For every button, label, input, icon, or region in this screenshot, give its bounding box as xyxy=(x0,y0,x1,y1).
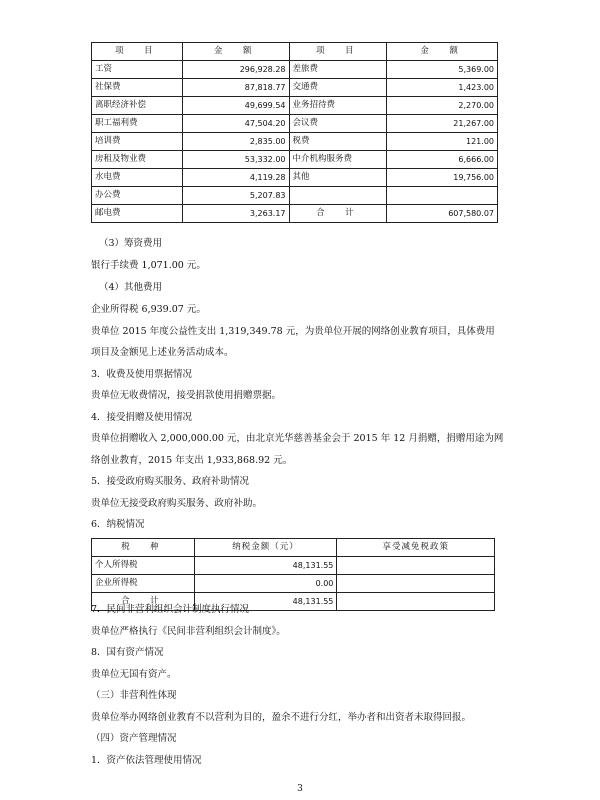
header-tax-amount: 纳税金额（元） xyxy=(194,539,337,557)
cell-item: 差旅费 xyxy=(289,61,387,79)
paragraph: 贵单位无国有资产。 xyxy=(91,669,177,680)
page-number: 3 xyxy=(297,784,303,794)
paragraph: 5．接受政府购买服务、政府补助情况 xyxy=(91,476,250,487)
cell-item xyxy=(289,187,387,205)
cell-amount: 296,928.28 xyxy=(182,61,289,79)
cell-tax-policy xyxy=(337,557,495,575)
cell-amount: 6,666.00 xyxy=(387,151,498,169)
paragraph: 贵单位捐赠收入 2,000,000.00 元，由北京光华慈善基金会于 2015 年 12 月捐赠，捐赠用途为网 xyxy=(91,433,504,444)
paragraph: 贵单位 2015 年度公益性支出 1,319,349.78 元，为贵单位开展的网络创业教育项目，具体费用 xyxy=(91,326,495,337)
cell-item: 办公费 xyxy=(92,187,183,205)
table-row xyxy=(92,187,498,205)
cell-amount: 5,207.83 xyxy=(182,187,289,205)
paragraph: （三）非营利性体现 xyxy=(91,690,177,701)
paragraph: 贵单位举办网络创业教育不以营利为目的，盈余不进行分红，举办者和出资者未取得回报。 xyxy=(91,712,472,723)
paragraph: 3．收费及使用票据情况 xyxy=(91,369,193,380)
paragraph: 4．接受捐赠及使用情况 xyxy=(91,412,193,423)
header-item-1: 项 目 xyxy=(92,43,183,61)
header-amount-1: 金 额 xyxy=(182,43,289,61)
cell-item: 社保费 xyxy=(92,79,183,97)
cell-tax-type: 个人所得税 xyxy=(92,557,195,575)
cell-item: 交通费 xyxy=(289,79,387,97)
cell-item: 邮电费 xyxy=(92,205,183,223)
cell-tax-amount: 0.00 xyxy=(194,575,337,593)
paragraph: 8．国有资产情况 xyxy=(91,647,164,658)
paragraph: 络创业教育，2015 年支出 1,933,868.92 元。 xyxy=(91,455,293,466)
table-row xyxy=(92,79,498,97)
paragraph: 贵单位无接受政府购买服务、政府补助。 xyxy=(91,498,263,509)
tax-table xyxy=(91,538,495,611)
table-row xyxy=(92,97,498,115)
cell-item: 职工福利费 xyxy=(92,115,183,133)
cell-tax-policy xyxy=(337,593,495,611)
cell-total-amount: 607,580.07 xyxy=(387,205,498,223)
paragraph: 1．资产依法管理使用情况 xyxy=(91,755,202,766)
expense-table xyxy=(91,42,498,223)
cell-amount: 47,504.20 xyxy=(182,115,289,133)
cell-tax-amount: 48,131.55 xyxy=(194,557,337,575)
paragraph: 6．纳税情况 xyxy=(91,519,145,530)
table-row xyxy=(92,133,498,151)
cell-item: 水电费 xyxy=(92,169,183,187)
cell-tax-total-amount: 48,131.55 xyxy=(194,593,337,611)
cell-item: 培训费 xyxy=(92,133,183,151)
cell-amount: 121.00 xyxy=(387,133,498,151)
cell-amount: 1,423.00 xyxy=(387,79,498,97)
cell-item: 中介机构服务费 xyxy=(289,151,387,169)
cell-tax-type: 企业所得税 xyxy=(92,575,195,593)
cell-amount: 53,332.00 xyxy=(182,151,289,169)
table-row xyxy=(92,557,495,575)
table-row xyxy=(92,205,498,223)
paragraph: 银行手续费 1,071.00 元。 xyxy=(91,260,206,271)
paragraph: 贵单位严格执行《民间非营利组织会计制度》。 xyxy=(91,626,286,637)
cell-tax-policy xyxy=(337,575,495,593)
cell-amount: 2,270.00 xyxy=(387,97,498,115)
paragraph: （4）其他费用 xyxy=(99,282,163,293)
header-item-2: 项 目 xyxy=(289,43,387,61)
cell-amount: 5,369.00 xyxy=(387,61,498,79)
cell-item: 其他 xyxy=(289,169,387,187)
paragraph: 贵单位无收费情况，接受捐款使用捐赠票据。 xyxy=(91,390,282,401)
table-row xyxy=(92,151,498,169)
cell-amount: 21,267.00 xyxy=(387,115,498,133)
cell-tax-total-label: 合 计 xyxy=(92,593,195,611)
cell-item: 业务招待费 xyxy=(289,97,387,115)
cell-amount: 3,263.17 xyxy=(182,205,289,223)
cell-amount: 49,699.54 xyxy=(182,97,289,115)
header-amount-2: 金 额 xyxy=(387,43,498,61)
table-header-row xyxy=(92,539,495,557)
paragraph: 7．民间非营利组织会计制度执行情况 xyxy=(91,604,250,615)
table-row xyxy=(92,61,498,79)
table-header-row xyxy=(92,43,498,61)
header-tax-type: 税 种 xyxy=(92,539,195,557)
cell-item: 离职经济补偿 xyxy=(92,97,183,115)
paragraph: 企业所得税 6,939.07 元。 xyxy=(91,304,206,315)
cell-amount: 19,756.00 xyxy=(387,169,498,187)
cell-item: 工资 xyxy=(92,61,183,79)
cell-total-label: 合 计 xyxy=(289,205,387,223)
cell-item: 税费 xyxy=(289,133,387,151)
table-row xyxy=(92,575,495,593)
table-row xyxy=(92,115,498,133)
cell-item: 房租及物业费 xyxy=(92,151,183,169)
header-tax-policy: 享受减免税政策 xyxy=(337,539,495,557)
cell-amount: 4,119.28 xyxy=(182,169,289,187)
paragraph: 项目及金额见上述业务活动成本。 xyxy=(91,347,234,358)
table-row xyxy=(92,169,498,187)
paragraph: （3）筹资费用 xyxy=(99,238,163,249)
paragraph: （四）资产管理情况 xyxy=(91,733,177,744)
cell-amount xyxy=(387,187,498,205)
cell-amount: 87,818.77 xyxy=(182,79,289,97)
cell-item: 会议费 xyxy=(289,115,387,133)
cell-amount: 2,835.00 xyxy=(182,133,289,151)
